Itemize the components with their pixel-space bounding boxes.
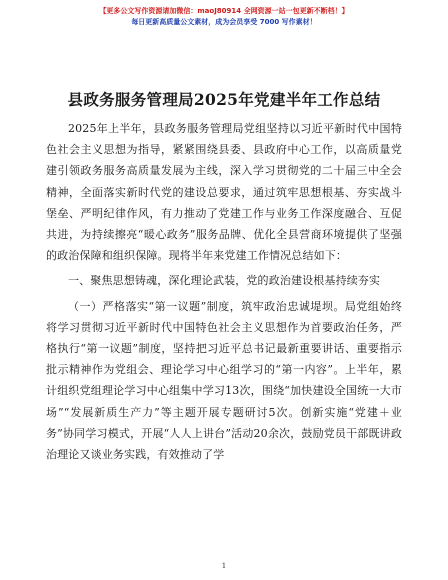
document-title: 县政务服务管理局2025年党建半年工作总结 [67, 90, 381, 109]
subsection-paragraph-1: （一）严格落实“第一议题”制度，筑牢政治忠诚堤坝。局党组始终将学习贯彻习近平新时代中国特色社会主义思想作为首要政治任务，严格执行“第一议题”制度，坚持把习近平总书记最新重要讲话、重要指示批示精神作为党组会、理论学习中心组学习的“第一内容”。上半年，累计组织党组理论学习中心组集中学习13次，围绕“加快建设全国统一大市场”“发展新质生产力”等主题开展专题研讨5次。创新实施“党建＋业务”协同学习模式，开展“人人上讲台”活动20余次，鼓励党员干部既讲政治理论又谈业务实践，有效推动了学 [46, 299, 402, 462]
intro-paragraph: 2025年上半年，县政务服务管理局党组坚持以习近平新时代中国特色社会主义思想为指导，紧紧围绕县委、县政府中心工作，以高质量党建引领政务服务高质量发展为主线，深入学习贯彻党的二十届三中全会精神，全面落实新时代党的建设总要求，通过筑牢思想根基、夯实战斗堡垒、严明纪律作风，有力推动了党建工作与业务工作深度融合、互促共进，为持续擦亮“暖心政务”服务品牌、优化全县营商环境提供了坚强的政治保障和组织保障。现将半年来党建工作情况总结如下： [46, 122, 402, 263]
section-heading-1: 一、聚焦思想铸魂，深化理论武装，党的政治建设根基持续夯实 [68, 274, 381, 288]
document-body [46, 118, 402, 465]
promo-line-1: 【更多公文写作资源请加微信：maoJ80914 全网资源一站一包更新不断档！】 [99, 7, 349, 15]
promo-line-2: 每日更新高质量公文素材，成为会员享受 7000 写作素材！ [131, 18, 317, 26]
page-number: 1 [221, 562, 227, 570]
promo-banner [0, 6, 448, 28]
